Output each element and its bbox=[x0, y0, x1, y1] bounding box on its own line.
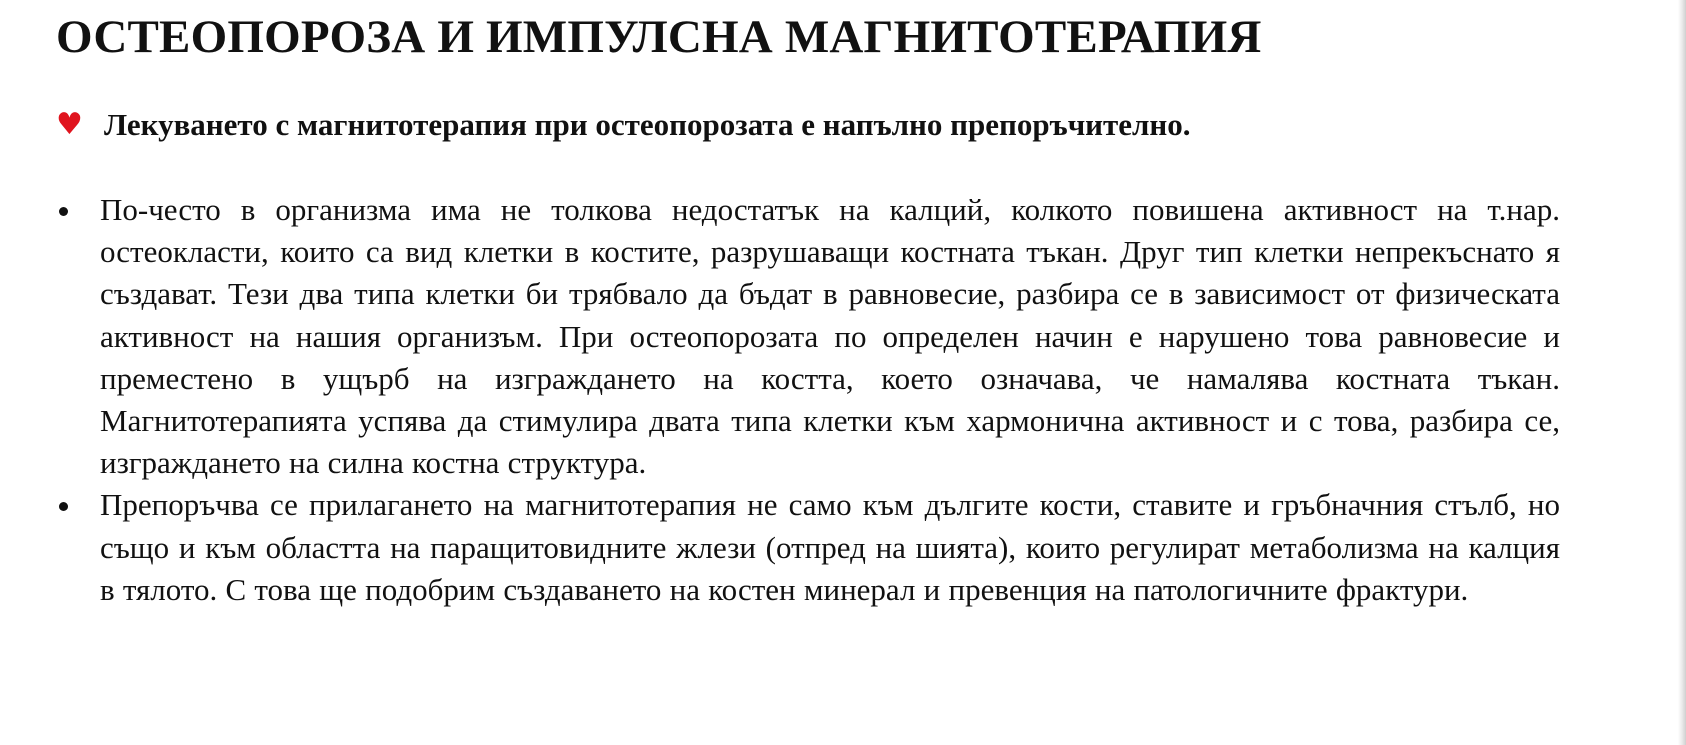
page-title: ОСТЕОПОРОЗА И ИМПУЛСНА МАГНИТОТЕРАПИЯ bbox=[56, 11, 1262, 63]
bullet-list bbox=[56, 189, 1560, 611]
heart-icon: ♥ bbox=[56, 107, 83, 142]
bullet-icon bbox=[59, 207, 68, 216]
intro-line bbox=[56, 102, 1191, 148]
list-item bbox=[56, 484, 1560, 611]
bullet-text: Препоръчва се прилагането на магнитотерапия не само към дългите кости, ставите и гръбначния стълб, но също и към областта на паращитовидните жлези (отпред на шията), които регулират метаболизма на калция в тялото. С това ще подобрим създаването на костен минерал и превенция на патологичните фрактури. bbox=[100, 487, 1560, 607]
intro-text: Лекуването с магнитотерапия при остеопорозата е напълно препоръчително. bbox=[104, 107, 1191, 142]
bullet-icon bbox=[59, 502, 68, 511]
page-edge-shadow bbox=[1678, 0, 1686, 745]
bullet-text: По-често в организма има не толкова недостатък на калций, колкото повишена активност на т.нар. остеокласти, които са вид клетки в костите, разрушаващи костната тъкан. Друг тип клетки непрекъснато я създават. Тези два типа клетки би трябвало да бъдат в равновесие, разбира се в зависимост от физическата активност на нашия организъм. При остеопорозата по определен начин е нарушено това равновесие и преместено в ущърб на изграждането на костта, което означава, че намалява костната тъкан. Магнитотерапията успява да стимулира двата типа клетки към хармонична активност и с това, разбира се, изграждането на силна костна структура. bbox=[100, 192, 1560, 481]
list-item bbox=[56, 189, 1560, 484]
